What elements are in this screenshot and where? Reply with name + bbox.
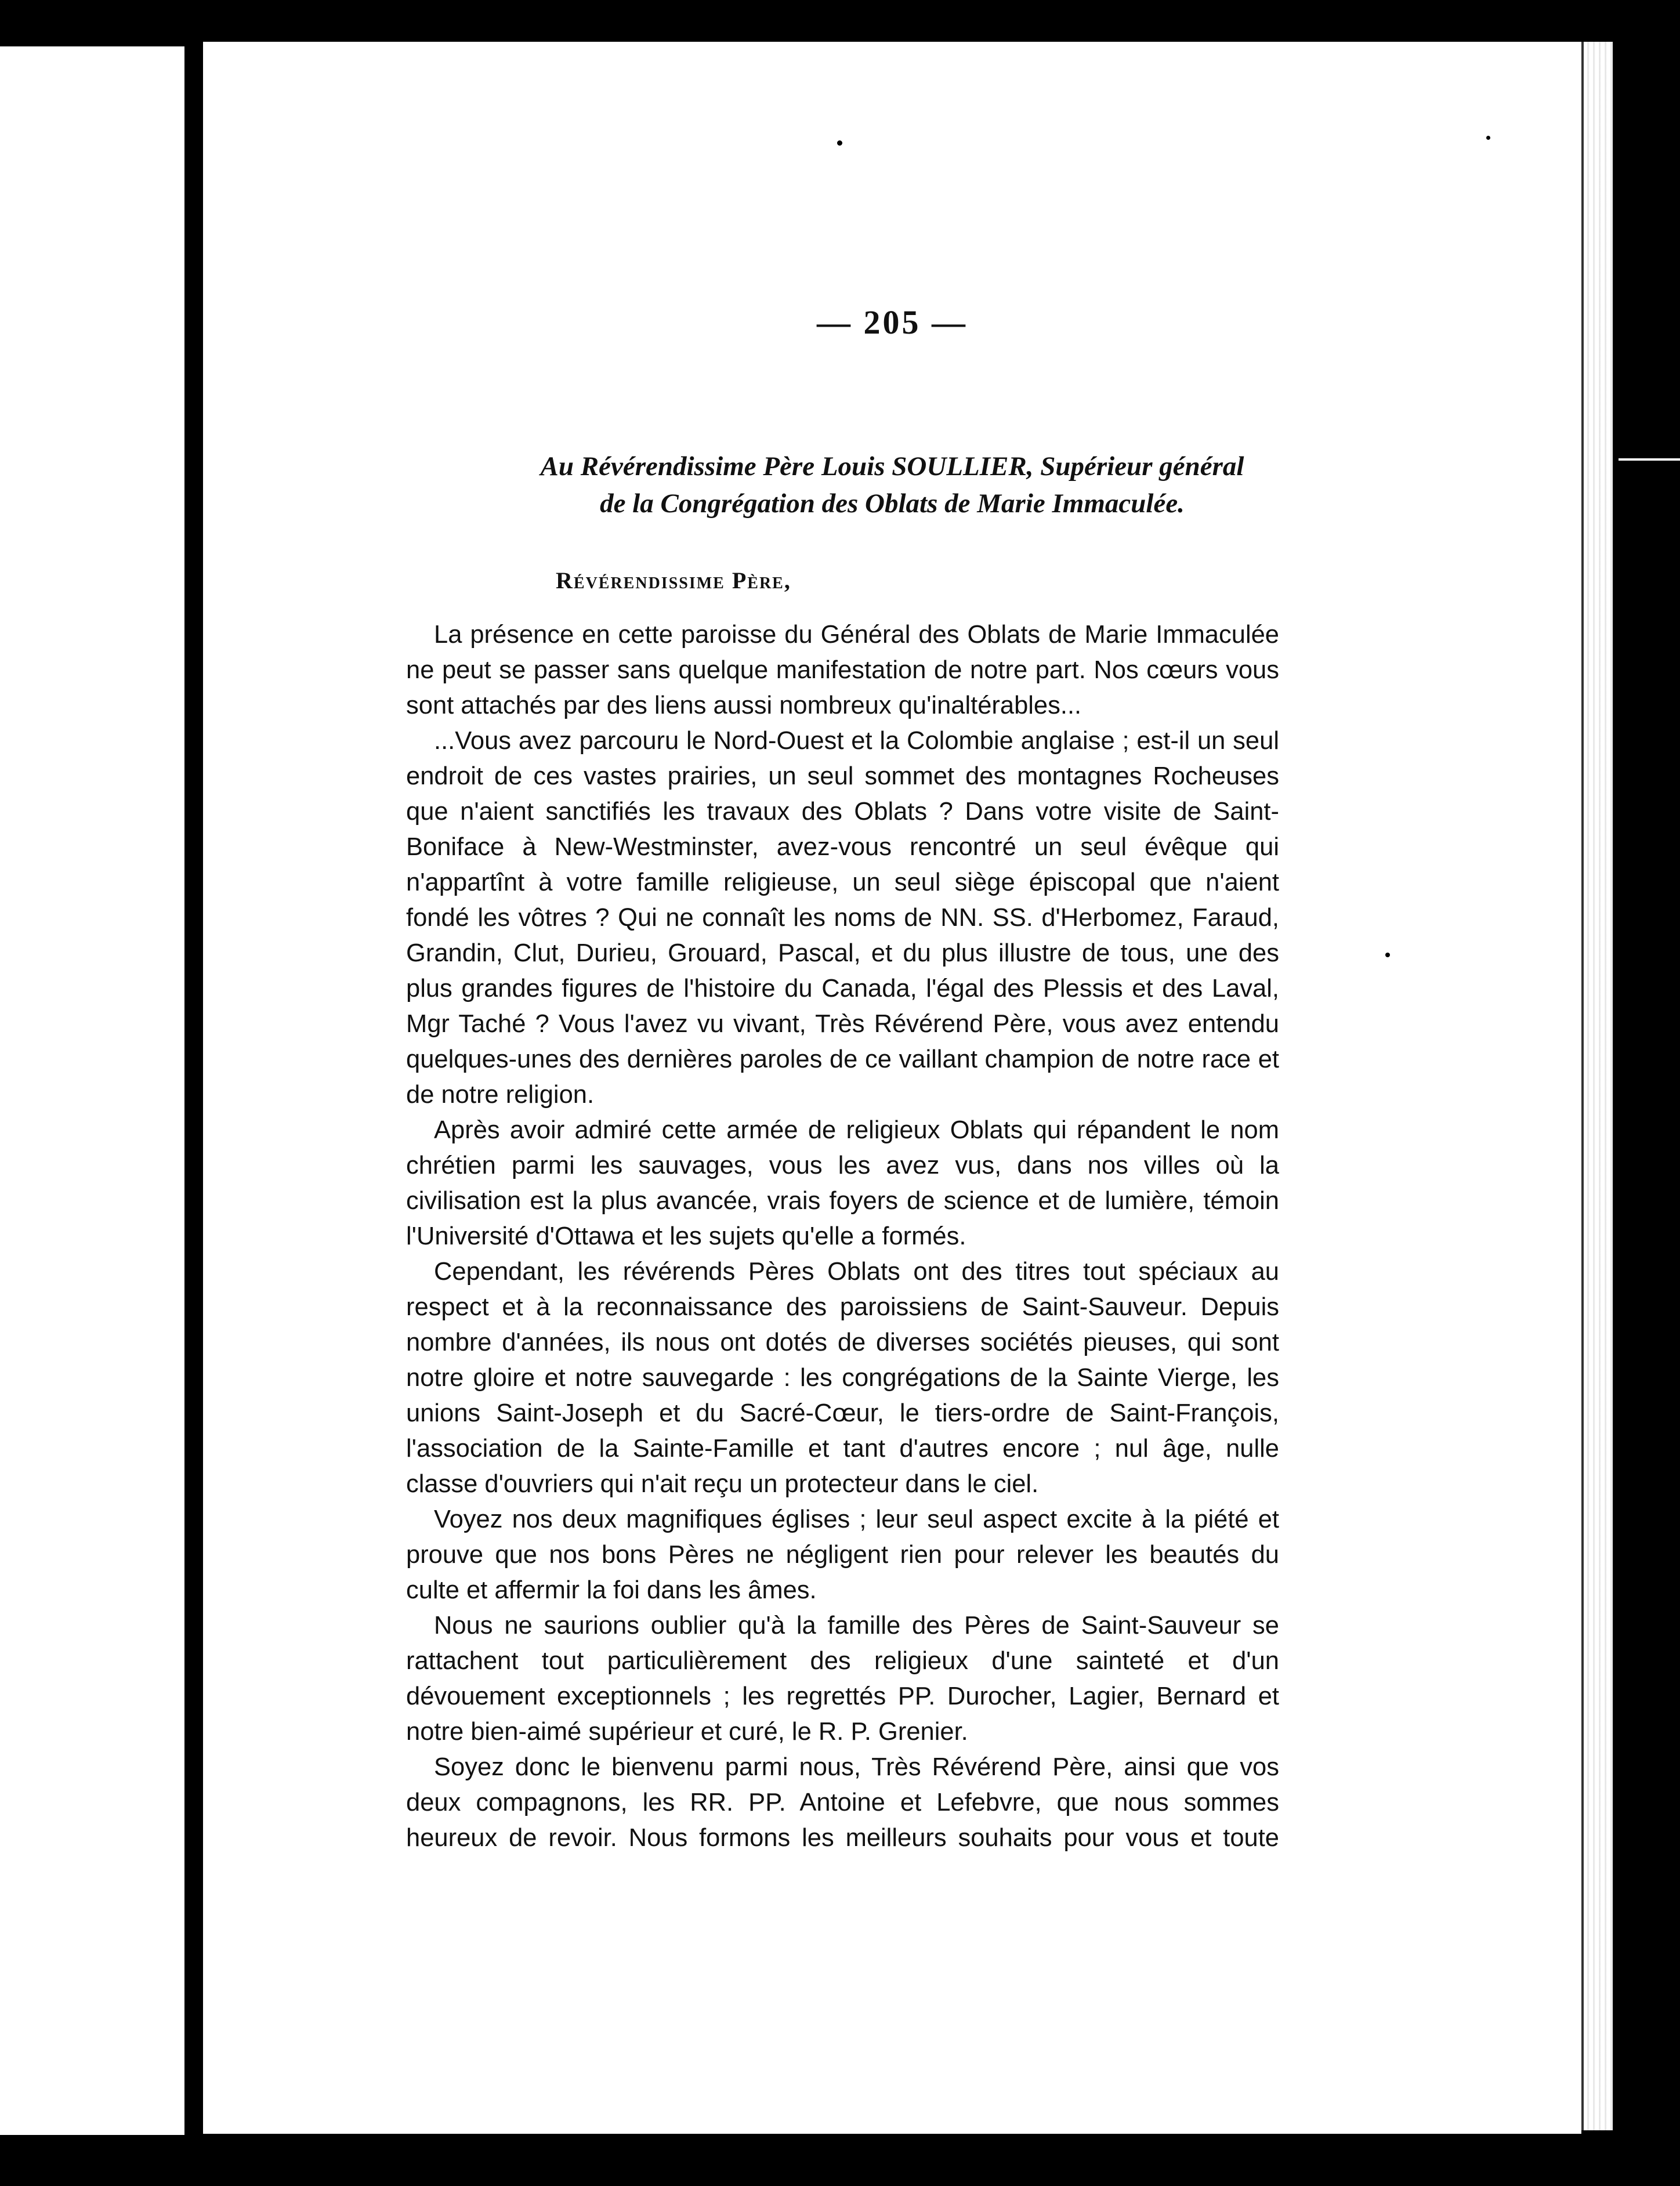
- paragraph: Voyez nos deux magnifiques églises ; leur seul aspect excite à la piété et prouve que nos bons Pères ne négligent rien pour relever les beautés du culte et affermir la foi dans les âmes.: [406, 1505, 1279, 1604]
- adjacent-page-edge: [0, 46, 184, 2135]
- paragraph: Après avoir admiré cette armée de religieux Oblats qui répandent le nom chrétien parmi les sauvages, vous les avez vus, dans nos villes où la civilisation est la plus avancée, vrais foyers de science et de lumière, témoin l'Université d'Ottawa et les sujets qu'elle a formés.: [406, 1116, 1279, 1250]
- paragraph: Soyez donc le bienvenu parmi nous, Très Révérend Père, ainsi que vos deux compagnons, les RR. PP. Antoine et Lefebvre, que nous sommes heureux de revoir. Nous formons les meilleurs souhaits pour vous et toute: [406, 1753, 1279, 1852]
- scan-mark: [1619, 458, 1680, 461]
- heading-line: de la Congrégation des Oblats de Marie Immaculée.: [600, 488, 1185, 519]
- paragraph: ...Vous avez parcouru le Nord-Ouest et la Colombie anglaise ; est-il un seul endroit de ces vastes prairies, un seul sommet des montagnes Rocheuses que n'aient sanctifiés les travaux des Oblats ? Dans votre visite de Saint-Boniface à New-Westminster, avez-vous rencontré un seul évêque qui n'appartînt à votre famille religieuse, un seul siège épiscopal que n'aient fondé les vôtres ? Qui ne connaît les noms de NN. SS. d'Herbomez, Faraud, Grandin, Clut, Durieu, Grouard, Pascal, et du plus illustre de tous, une des plus grandes figures de l'histoire du Canada, l'égal des Plessis et des Laval, Mgr Taché ? Vous l'avez vu vivant, Très Révérend Père, vous avez entendu quelques-unes des dernières paroles de ce vaillant champion de notre race et de notre religion.: [406, 727, 1279, 1109]
- letter-heading: [203, 448, 1581, 522]
- salutation: Révérendissime Père,: [556, 567, 791, 593]
- document-page: [203, 42, 1581, 2134]
- page-stack-edge: [1581, 42, 1613, 2130]
- letter-body: [406, 617, 1279, 1856]
- scan-speck: [1486, 136, 1490, 140]
- paragraph: La présence en cette paroisse du Général des Oblats de Marie Immaculée ne peut se passer sans quelque manifestation de notre part. Nos cœurs vous sont attachés par des liens aussi nombreux qu'inaltérables...: [406, 621, 1279, 719]
- scan-speck: [1385, 953, 1390, 957]
- paragraph: Cependant, les révérends Pères Oblats ont des titres tout spéciaux au respect et à la reconnaissance des paroissiens de Saint-Sauveur. Depuis nombre d'années, ils nous ont dotés de diverses sociétés pieuses, qui sont notre gloire et notre sauvegarde : les congrégations de la Sainte Vierge, les unions Saint-Joseph et du Sacré-Cœur, le tiers-ordre de Saint-François, l'association de la Sainte-Famille et tant d'autres encore ; nul âge, nulle classe d'ouvriers qui n'ait reçu un protecteur dans le ciel.: [406, 1258, 1279, 1498]
- heading-line: Au Révérendissime Père Louis SOULLIER, Supérieur général: [540, 451, 1244, 482]
- paragraph: Nous ne saurions oublier qu'à la famille des Pères de Saint-Sauveur se rattachent tout particulièrement des religieux d'une sainteté et d'un dévouement exceptionnels ; les regrettés PP. Durocher, Lagier, Bernard et notre bien-aimé supérieur et curé, le R. P. Grenier.: [406, 1612, 1279, 1746]
- page-number: — 205 —: [817, 303, 968, 341]
- scan-speck: [837, 140, 842, 146]
